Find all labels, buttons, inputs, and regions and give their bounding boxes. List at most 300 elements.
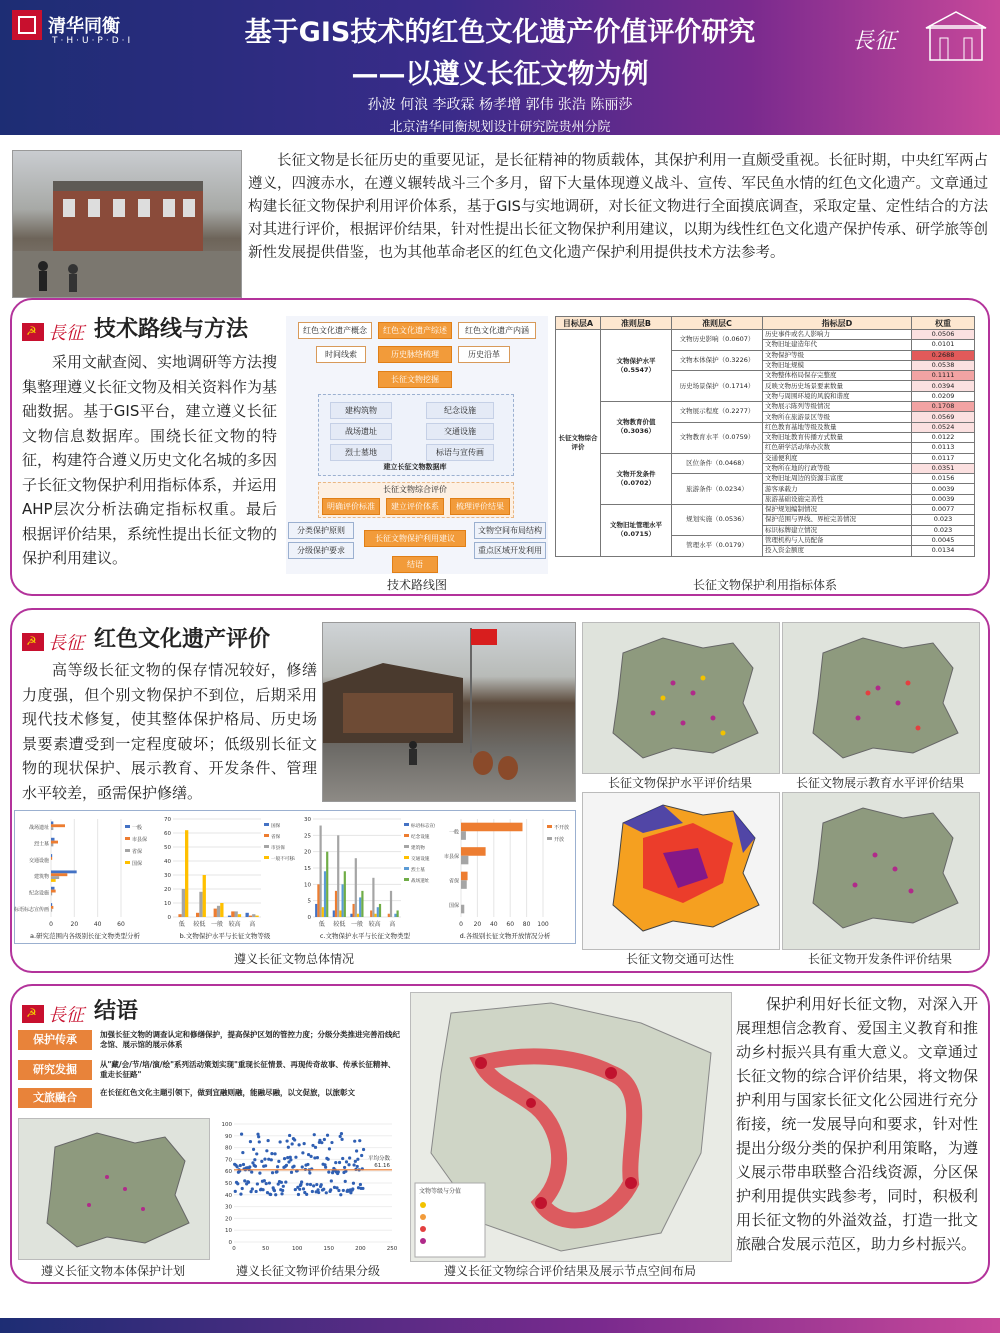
map-caption: 长征文物开发条件评价结果 — [807, 952, 952, 966]
section2-heading — [22, 622, 270, 655]
scatter-point — [360, 1154, 363, 1157]
scatter-point — [328, 1147, 331, 1150]
scatter-point — [335, 1186, 338, 1189]
table-cell: 0.0039 — [912, 494, 975, 504]
category-label: 一般 — [350, 921, 364, 928]
scatter-point — [242, 1163, 245, 1166]
chart-c — [295, 811, 444, 931]
table-cell: 旅游条件（0.0234） — [672, 474, 763, 505]
conclusion-row — [18, 1088, 408, 1108]
scatter-point — [313, 1133, 316, 1136]
table-cell: 文物整体格局保存完整度 — [763, 371, 912, 381]
intro-photo — [12, 150, 242, 298]
chart-a-caption: a.研究范围内各级别长征文物类型分析 — [29, 932, 141, 940]
scatter-point — [257, 1135, 260, 1138]
flow-node: 长征文物保护利用建议 — [364, 530, 466, 547]
table-cell: 0.1708 — [912, 402, 975, 412]
table-cell: 管理机构与人员配备 — [763, 535, 912, 545]
scatter-point — [362, 1148, 365, 1151]
scatter-point — [317, 1191, 320, 1194]
scatter-point — [285, 1139, 288, 1142]
scatter-point — [258, 1140, 261, 1143]
scatter-point — [337, 1189, 340, 1192]
scatter-point — [347, 1163, 350, 1166]
table-cell: 0.0209 — [912, 391, 975, 401]
scatter-point — [334, 1161, 337, 1164]
map-education-level — [782, 622, 980, 774]
scatter-point — [306, 1183, 309, 1186]
bar — [51, 873, 67, 876]
section2-title: 红色文化遗产评价 — [94, 627, 271, 652]
bar — [397, 910, 399, 917]
index-table-wrap — [555, 316, 975, 574]
poster-subtitle: ——以遵义长征文物为例 — [351, 59, 649, 90]
table-cell: 历史场景保护（0.1714） — [672, 371, 763, 402]
legend-label: 市县保 — [132, 837, 148, 843]
scatter-point — [311, 1144, 314, 1147]
table-cell: 文物与周围环境的风貌和谐度 — [763, 391, 912, 401]
scatter-point — [316, 1156, 319, 1159]
conclusion-text: 在长征红色文化主题引领下，做到宜融则融，能融尽融，以文促旅，以旅彰文 — [100, 1088, 355, 1097]
flow-caption: 技术路线图 — [386, 578, 447, 592]
legend-label: 市县保 — [271, 846, 285, 851]
scatter-point — [239, 1164, 242, 1167]
scatter-point — [271, 1171, 274, 1174]
bar — [51, 854, 52, 857]
flow-node: 文物空间布局结构 — [474, 522, 546, 539]
tick-label: 25 — [304, 833, 311, 840]
bar — [337, 835, 339, 917]
chart-c-caption: c.文物保护水平与长征文物类型 — [319, 932, 411, 940]
scatter-point — [306, 1163, 309, 1166]
flow-node: 红色文化遗产综述 — [378, 322, 452, 339]
tick-label: 20 — [473, 921, 482, 928]
flow-node: 历史沿革 — [458, 346, 510, 363]
scatter-point — [361, 1187, 364, 1190]
poster-title: 基于GIS技术的红色文化遗产价值评价研究 — [244, 17, 756, 48]
category-label: 纪念设施 — [28, 890, 49, 897]
scatter-point — [273, 1189, 276, 1192]
table-cell: 0.0122 — [912, 432, 975, 442]
category-label: 省保 — [448, 878, 459, 885]
scatter-point — [267, 1139, 270, 1142]
table-header: 准则层C — [672, 317, 763, 330]
tick-label: 250 — [386, 1246, 398, 1252]
legend-swatch — [264, 845, 269, 848]
tick-label: 60 — [164, 831, 171, 837]
tick-label: 60 — [225, 1169, 232, 1176]
scatter-point — [311, 1190, 314, 1193]
table-cell: 0.2688 — [912, 350, 975, 360]
table-cell: 0.0077 — [912, 505, 975, 515]
bar — [246, 913, 249, 917]
bar — [199, 892, 202, 917]
legend-swatch — [404, 845, 409, 848]
legend-label: 开放 — [554, 837, 565, 843]
scatter-point — [236, 1165, 239, 1168]
legend-swatch — [547, 825, 552, 828]
chart-d — [435, 811, 575, 931]
bar — [326, 852, 328, 917]
tech-route-diagram — [286, 316, 548, 574]
bar — [228, 916, 231, 917]
scatter-point — [351, 1187, 354, 1190]
scatter-point — [263, 1158, 266, 1161]
scatter-point — [294, 1156, 297, 1159]
bar — [255, 916, 258, 917]
table-cell: 交通便利度 — [763, 453, 912, 463]
table-cell: 标识标牌建立情况 — [763, 525, 912, 535]
tick-label: 70 — [225, 1157, 232, 1164]
bar — [339, 910, 341, 917]
table-cell: 规划实施（0.0536） — [672, 505, 763, 536]
tick-label: 200 — [355, 1246, 366, 1252]
flow-node: 结语 — [392, 556, 438, 573]
category-label: 较低 — [333, 921, 346, 928]
scatter-point — [236, 1182, 239, 1185]
flow-eval-label: 长征文物综合评价 — [383, 485, 447, 494]
table-cell: 保护范围与界线、界桩完善情况 — [763, 515, 912, 525]
conclusion-text: 加强长征文物的调查认定和修缮保护，提高保护区划的管控力度；分级分类推进完善沿线纪念馆、展示馆的展示体系 — [100, 1030, 400, 1049]
scatter-point — [294, 1188, 297, 1191]
bar — [461, 856, 468, 865]
table-cell: 历史事件或名人影响力 — [763, 330, 912, 340]
table-header: 准则层B — [601, 317, 672, 330]
scatter-point — [337, 1170, 340, 1173]
scatter-point — [247, 1181, 250, 1184]
scatter-point — [289, 1158, 292, 1161]
scatter-point — [240, 1133, 243, 1136]
tick-label: 20 — [225, 1216, 232, 1223]
conclusion-tag: 保护传承 — [18, 1030, 92, 1050]
table-cell: 0.0045 — [912, 535, 975, 545]
scatter-point — [359, 1183, 362, 1186]
table-cell: 0.0039 — [912, 484, 975, 494]
scatter-point — [330, 1179, 333, 1182]
bar — [51, 906, 53, 909]
legend-swatch — [125, 837, 130, 840]
table-caption: 长征文物保护利用指标体系 — [692, 578, 837, 592]
category-label: 市县保 — [443, 853, 459, 860]
category-label: 建筑物 — [33, 874, 49, 881]
category-label: 战场遗址 — [28, 825, 49, 832]
institution: 北京清华同衡规划设计研究院贵州分院 — [389, 120, 611, 135]
conclusion-text: 从"藏/会/节/培/演/绘"系列活动策划实现"重现长征情景、再现传奇故事、传承长征精神、重走长征路" — [100, 1060, 396, 1079]
tick-label: 60 — [117, 921, 125, 928]
bar — [324, 871, 326, 917]
bar — [235, 911, 238, 917]
category-label: 一般 — [210, 921, 224, 928]
legend-swatch — [264, 823, 269, 826]
party-flag-icon — [22, 633, 44, 651]
table-cell: 红色教育基地等级及数量 — [763, 422, 912, 432]
party-flag-icon — [22, 1005, 44, 1023]
section1-text: 采用文献查阅、实地调研等方法搜集整理遵义长征文物及相关资料作为基础数据。基于GIS平台，建立遵义长征文物信息数据库。围绕长征文物的特征，构建符合遵义历史文化名城的多因子长征文物保护利用指标体系，并运用AHP层次分析法确定指标权重。最后根据评价结果，系统性提出长征文物的保护利用建议。 — [22, 353, 278, 567]
bar — [370, 910, 372, 917]
scatter-point — [254, 1165, 257, 1168]
tick-label: 50 — [164, 845, 171, 851]
conclusion-row — [18, 1060, 408, 1080]
bar — [333, 910, 335, 917]
category-label: 国保 — [448, 902, 459, 909]
tick-label: 80 — [522, 921, 531, 928]
scatter-point — [358, 1139, 361, 1142]
scatter-point — [322, 1188, 325, 1191]
mean-label: 平均分数 — [367, 1155, 390, 1162]
conclusion-row — [18, 1030, 408, 1050]
flow-node: 分类保护原则 — [288, 522, 354, 539]
scatter-point — [348, 1156, 351, 1159]
bar — [379, 904, 381, 917]
scatter-point — [314, 1146, 317, 1149]
bar — [315, 904, 317, 917]
scatter-point — [265, 1182, 268, 1185]
scatter-point — [329, 1188, 332, 1191]
authors: 孙波 何浪 李政霖 杨孝增 郭伟 张浩 陈丽莎 — [367, 97, 633, 113]
scatter-point — [250, 1170, 253, 1173]
category-label: 一般 — [448, 829, 459, 836]
flow-node: 交通设施 — [426, 423, 494, 440]
conclusion-tag: 文旅融合 — [18, 1088, 92, 1108]
scatter-point — [292, 1165, 295, 1168]
tick-label: 40 — [93, 921, 102, 928]
bar — [461, 872, 468, 881]
legend-label: 国保 — [132, 861, 143, 867]
scatter-point — [338, 1161, 341, 1164]
scatter-point — [353, 1140, 356, 1143]
table-cell: 文物旧址周边的资源丰富度 — [763, 474, 912, 484]
scatter-point — [282, 1185, 285, 1188]
legend-label: 建筑物 — [411, 846, 425, 851]
scatter-point — [280, 1192, 283, 1195]
tick-label: 30 — [225, 1204, 232, 1211]
chart-d-caption: d.各级别长征文物开放情况分析 — [459, 932, 551, 940]
table-cell: 0.0569 — [912, 412, 975, 422]
bar — [217, 906, 220, 917]
table-cell: 0.0134 — [912, 546, 975, 556]
scatter-point — [309, 1183, 312, 1186]
scatter-point — [330, 1141, 333, 1144]
scatter-point — [297, 1143, 300, 1146]
scatter-point — [252, 1148, 255, 1151]
table-row — [556, 402, 975, 412]
section3-title: 结语 — [94, 999, 139, 1024]
table-header: 指标层D — [763, 317, 912, 330]
table-cell: 投入资金额度 — [763, 546, 912, 556]
scatter-point — [300, 1180, 303, 1183]
scatter-point — [284, 1180, 287, 1183]
legend-label: 不开放 — [554, 825, 570, 831]
scatter-point — [290, 1171, 293, 1174]
scatter-point — [274, 1193, 277, 1196]
bar — [231, 911, 234, 917]
table-header: 目标层A — [556, 317, 601, 330]
table-cell: 文物所在地的行政等级 — [763, 463, 912, 473]
tick-label: 100 — [221, 1122, 232, 1128]
bar — [51, 827, 53, 830]
header-decoration-icon — [850, 8, 990, 68]
scatter-point — [251, 1187, 254, 1190]
tick-label: 100 — [537, 921, 549, 928]
scatter-point — [325, 1191, 328, 1194]
chart-a — [15, 811, 155, 931]
table-cell: 文物保护等级 — [763, 350, 912, 360]
scatter-point — [255, 1152, 258, 1155]
table-cell: 管理水平（0.0179） — [672, 535, 763, 556]
tick-label: 30 — [164, 873, 171, 879]
section1-title: 技术路线与方法 — [94, 317, 249, 342]
scatter-point — [270, 1152, 273, 1155]
tick-label: 0 — [232, 1246, 236, 1252]
tick-label: 0 — [228, 1240, 232, 1246]
scatter-point — [283, 1157, 286, 1160]
legend-swatch — [125, 825, 130, 828]
scatter-point — [352, 1182, 355, 1185]
section1-brand: 長征 — [48, 322, 84, 344]
category-label: 高 — [249, 921, 256, 928]
legend-label: 标语标志宣传画 — [411, 824, 444, 829]
tick-label: 10 — [304, 882, 311, 889]
tick-label: 20 — [164, 887, 171, 893]
bar — [51, 887, 55, 890]
flow-node: 纪念设施 — [426, 402, 494, 419]
flow-node: 长征文物挖掘 — [378, 371, 452, 388]
bar — [461, 823, 523, 832]
scatter-point — [301, 1151, 304, 1154]
tick-label: 0 — [167, 915, 171, 921]
bar — [335, 891, 337, 917]
category-label: 低 — [318, 921, 325, 928]
scatter-point — [297, 1193, 300, 1196]
category-label: 交通设施 — [28, 857, 49, 864]
table-cell: 0.0538 — [912, 360, 975, 370]
table-cell: 保护规划编制情况 — [763, 505, 912, 515]
flow-node: 建构筑物 — [330, 402, 392, 419]
bar — [51, 821, 53, 824]
table-cell: 文物旧址教育传播方式数量 — [763, 432, 912, 442]
table-cell: 文物历史影响（0.0607） — [672, 330, 763, 351]
scatter-point — [327, 1171, 330, 1174]
table-cell: 文物旧址管理水平（0.0715） — [601, 505, 672, 556]
table-cell: 0.0394 — [912, 381, 975, 391]
table-cell: 游客承载力 — [763, 484, 912, 494]
tick-label: 70 — [164, 817, 171, 823]
scatter-point — [293, 1138, 296, 1141]
bar — [372, 878, 374, 917]
bar — [220, 903, 223, 917]
table-row — [556, 505, 975, 515]
bar — [51, 824, 65, 827]
section3-brand: 長征 — [48, 1004, 84, 1026]
scatter-point — [355, 1149, 358, 1152]
scatter-point — [241, 1151, 244, 1154]
bar — [350, 914, 352, 917]
scatter-point — [327, 1158, 330, 1161]
bar — [320, 826, 322, 917]
flow-node: 重点区域开发利用 — [474, 542, 546, 559]
bar — [322, 907, 324, 917]
table-cell: 0.0524 — [912, 422, 975, 432]
table-cell: 0.0156 — [912, 474, 975, 484]
table-cell: 0.0506 — [912, 330, 975, 340]
scatter-point — [343, 1166, 346, 1169]
bar — [214, 909, 217, 917]
table-cell: 反映文物历史场景要素数量 — [763, 381, 912, 391]
tick-label: 0 — [307, 915, 311, 921]
bar — [344, 871, 346, 917]
intro-text: 长征文物是长征历史的重要见证，是长征精神的物质载体，其保护利用一直颇受重视。长征时期，中央红军两占遵义，四渡赤水，在遵义辗转战斗三个多月，留下大量体现遵义战斗、宣传、军民鱼水情的红色文化遗产。文章通过构建长征文物保护利用评价体系，基于GIS与实地调研，对长征文物进行全面摸底调查，采取定量、定性结合的方法对其进行评价，根据评价结果，针对性提出长征文物保护利用建议，以期为线性红色文化遗产保护传承、研学旅等创新性发展提供借鉴，也为其他革命老区的红色文化遗产保护利用提供技术方法参考。 — [248, 153, 988, 261]
bar — [51, 841, 58, 844]
scatter-point — [276, 1165, 279, 1168]
bar — [461, 847, 486, 856]
table-cell: 旅游基础设施完善性 — [763, 494, 912, 504]
table-cell: 长征文物综合评价 — [556, 330, 601, 557]
scatter-point — [302, 1187, 305, 1190]
scatter-point — [279, 1140, 282, 1143]
table-header: 权重 — [912, 317, 975, 330]
scatter-point — [316, 1188, 319, 1191]
legend-label: 交通设施 — [411, 857, 430, 862]
bar — [51, 844, 53, 847]
tick-label: 80 — [225, 1145, 232, 1152]
legend-swatch — [264, 834, 269, 837]
table-cell: 0.0101 — [912, 340, 975, 350]
map-protection-level — [582, 622, 780, 774]
tick-label: 20 — [304, 849, 311, 856]
table-cell: 红色研学活动举办次数 — [763, 443, 912, 453]
tick-label: 50 — [262, 1246, 270, 1252]
bar — [317, 884, 319, 917]
tick-label: 20 — [70, 921, 79, 928]
bar — [394, 914, 396, 917]
legend-swatch — [404, 834, 409, 837]
table-row — [556, 330, 975, 340]
scatter-point — [234, 1190, 237, 1193]
index-table — [555, 316, 975, 557]
bar — [249, 916, 252, 917]
bar — [388, 914, 390, 917]
section2-text: 高等级长征文物的保存情况较好，修缮力度强，但个别文物保护不到位，后期采用现代技术修复，使其整体保护格局、历史场景要素遭受到一定程度破坏；低级别长征文物的现状保护、展示教育、开发条件、管理水平较差，亟需保护修缮。 — [22, 661, 317, 802]
table-cell: 文物开发条件（0.0702） — [601, 453, 672, 504]
scatter-point — [356, 1158, 359, 1161]
flow-node: 分级保护要求 — [288, 542, 354, 559]
scatter-point — [291, 1142, 294, 1145]
tick-label: 50 — [225, 1181, 232, 1187]
scatter-point — [320, 1141, 323, 1144]
tick-label: 40 — [489, 921, 498, 928]
legend-label: 国保 — [271, 824, 281, 829]
bar — [51, 890, 56, 893]
legend-swatch — [404, 867, 409, 870]
table-cell: 0.023 — [912, 525, 975, 535]
bar — [178, 914, 181, 917]
category-label: 烈士墓 — [33, 841, 49, 848]
site-photo — [322, 622, 576, 802]
legend-swatch — [404, 878, 409, 881]
scatter-point — [303, 1142, 306, 1145]
overall-charts-frame — [14, 810, 576, 944]
scatter-point — [268, 1181, 271, 1184]
flow-node: 建立评价体系 — [386, 498, 444, 515]
bar — [252, 914, 255, 917]
legend-swatch — [547, 837, 552, 840]
table-cell: 文物教育水平（0.0759） — [672, 422, 763, 453]
scatter-point — [341, 1157, 344, 1160]
legend-label: 省保 — [132, 849, 143, 855]
table-row — [556, 453, 975, 463]
section3-heading — [22, 994, 138, 1027]
tick-label: 100 — [291, 1246, 303, 1252]
